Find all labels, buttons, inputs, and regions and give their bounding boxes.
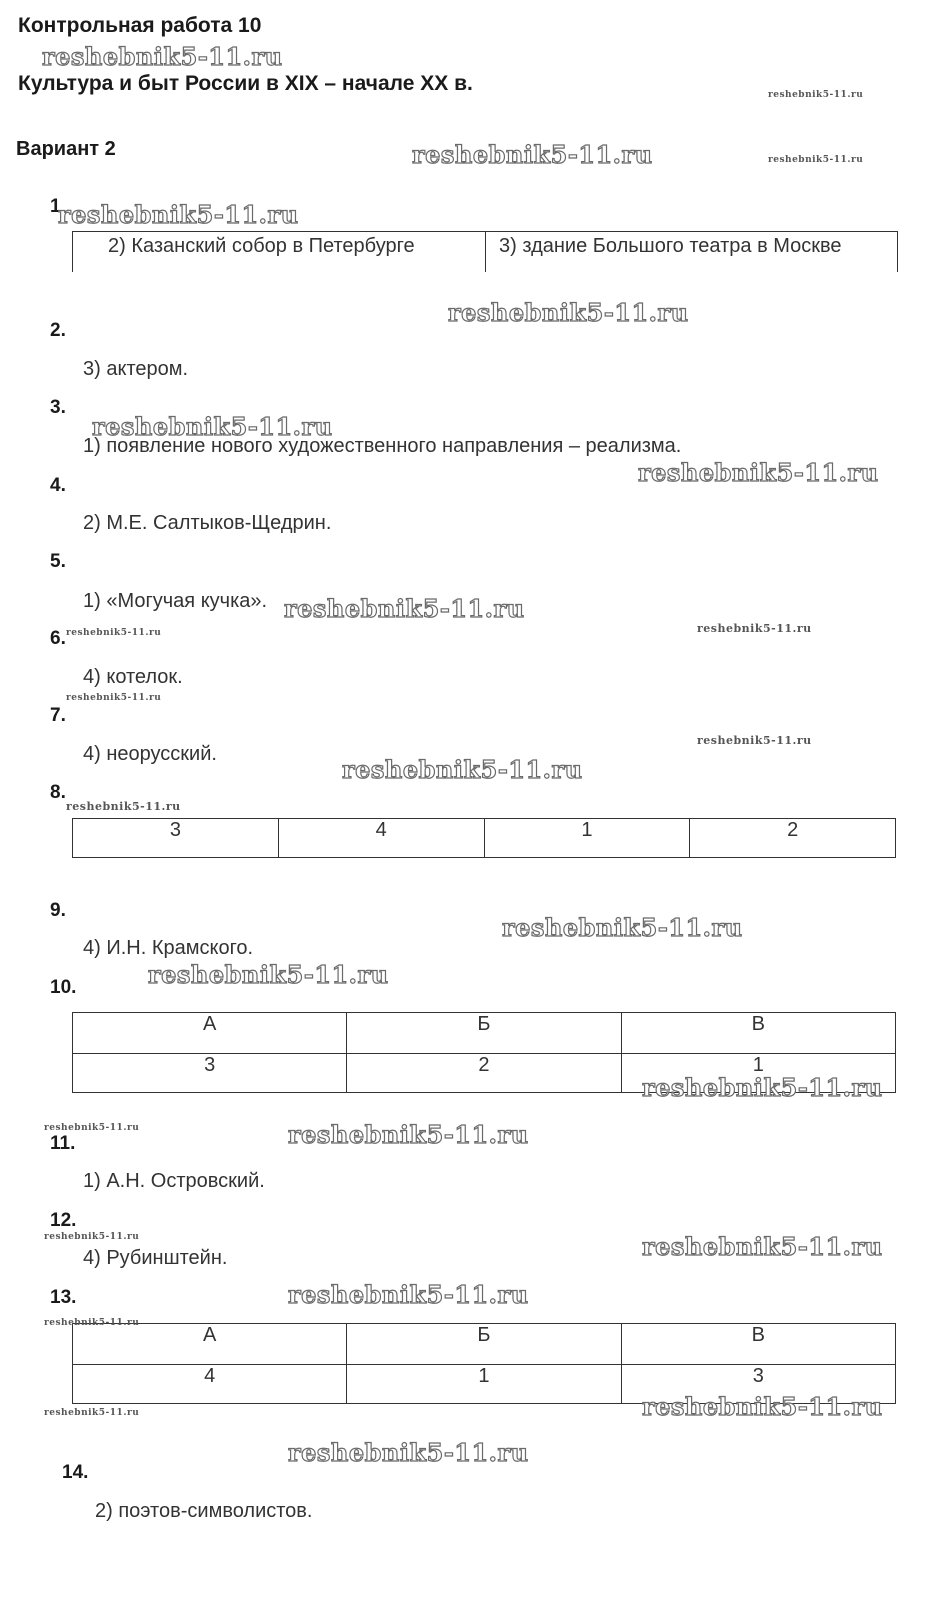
watermark: reshebnik5-11.ru — [42, 42, 283, 71]
table-cell: 4 — [278, 819, 484, 858]
question-number-14: 14. — [62, 1462, 89, 1483]
watermark: reshebnik5-11.ru — [642, 1073, 883, 1102]
q1-cell-2: 3) здание Большого театра в Москве — [499, 235, 842, 257]
watermark: reshebnik5-11.ru — [697, 622, 812, 635]
question-number-8: 8. — [50, 782, 66, 803]
watermark: reshebnik5-11.ru — [448, 298, 689, 327]
variant-label: Вариант 2 — [16, 138, 116, 160]
watermark: reshebnik5-11.ru — [92, 412, 333, 441]
watermark: reshebnik5-11.ru — [44, 1318, 140, 1328]
q1-answer-box — [72, 231, 898, 272]
table-cell: 2 — [347, 1054, 621, 1093]
table-cell: 1 — [347, 1365, 621, 1404]
watermark: reshebnik5-11.ru — [768, 155, 864, 165]
q8-table — [72, 818, 896, 858]
table-header-cell: В — [621, 1013, 895, 1054]
table-cell: 3 — [621, 1365, 895, 1404]
watermark: reshebnik5-11.ru — [44, 1123, 140, 1133]
table-header-cell: Б — [347, 1013, 621, 1054]
answer-9: 4) И.Н. Крамского. — [83, 937, 254, 959]
question-number-12: 12. — [50, 1210, 77, 1231]
answer-6: 4) котелок. — [83, 666, 183, 688]
watermark: reshebnik5-11.ru — [288, 1438, 529, 1467]
answer-4: 2) М.Е. Салтыков-Щедрин. — [83, 512, 332, 534]
watermark: reshebnik5-11.ru — [502, 913, 743, 942]
question-number-2: 2. — [50, 320, 66, 341]
watermark: reshebnik5-11.ru — [58, 200, 299, 229]
watermark: reshebnik5-11.ru — [768, 90, 864, 100]
question-number-10: 10. — [50, 977, 77, 998]
watermark: reshebnik5-11.ru — [66, 693, 162, 703]
answer-3: 1) появление нового художественного направления – реализма. — [83, 435, 682, 457]
answer-11: 1) А.Н. Островский. — [83, 1170, 265, 1192]
answer-5: 1) «Могучая кучка». — [83, 590, 268, 612]
question-number-1: 1 — [50, 196, 61, 217]
watermark: reshebnik5-11.ru — [697, 734, 812, 747]
watermark: reshebnik5-11.ru — [288, 1120, 529, 1149]
question-number-3: 3. — [50, 397, 66, 418]
watermark: reshebnik5-11.ru — [66, 628, 162, 638]
page-subtitle: Культура и быт России в XIX – начале XX в. — [18, 72, 473, 95]
table-cell: 3 — [73, 1054, 347, 1093]
table-row — [73, 819, 896, 858]
answer-7: 4) неорусский. — [83, 743, 217, 765]
question-number-5: 5. — [50, 551, 66, 572]
table-header-cell: Б — [347, 1324, 621, 1365]
question-number-4: 4. — [50, 475, 66, 496]
question-number-6: 6. — [50, 628, 66, 649]
table-cell: 3 — [73, 819, 279, 858]
table-header-row — [73, 1013, 896, 1054]
watermark: reshebnik5-11.ru — [66, 800, 181, 813]
table-header-cell: А — [73, 1324, 347, 1365]
watermark: reshebnik5-11.ru — [284, 594, 525, 623]
table-cell: 1 — [621, 1054, 895, 1093]
watermark: reshebnik5-11.ru — [642, 1392, 883, 1421]
question-number-7: 7. — [50, 705, 66, 726]
watermark: reshebnik5-11.ru — [638, 458, 879, 487]
table-header-cell: В — [621, 1324, 895, 1365]
page-title: Контрольная работа 10 — [18, 14, 262, 37]
question-number-11: 11. — [50, 1133, 76, 1154]
table-header-row — [73, 1324, 896, 1365]
q1-cell-1: 2) Казанский собор в Петербурге — [108, 235, 415, 257]
watermark: reshebnik5-11.ru — [148, 960, 389, 989]
watermark: reshebnik5-11.ru — [44, 1408, 140, 1418]
table-cell: 2 — [690, 819, 896, 858]
answer-2: 3) актером. — [83, 358, 189, 380]
watermark: reshebnik5-11.ru — [44, 1232, 140, 1242]
answer-14: 2) поэтов-символистов. — [95, 1500, 313, 1522]
watermark: reshebnik5-11.ru — [412, 140, 653, 169]
table-cell: 1 — [484, 819, 690, 858]
watermark: reshebnik5-11.ru — [288, 1280, 529, 1309]
table-header-cell: А — [73, 1013, 347, 1054]
answer-12: 4) Рубинштейн. — [83, 1247, 228, 1269]
watermark: reshebnik5-11.ru — [342, 755, 583, 784]
question-number-13: 13. — [50, 1287, 77, 1308]
watermark: reshebnik5-11.ru — [642, 1232, 883, 1261]
table-cell: 4 — [73, 1365, 347, 1404]
question-number-9: 9. — [50, 900, 66, 921]
